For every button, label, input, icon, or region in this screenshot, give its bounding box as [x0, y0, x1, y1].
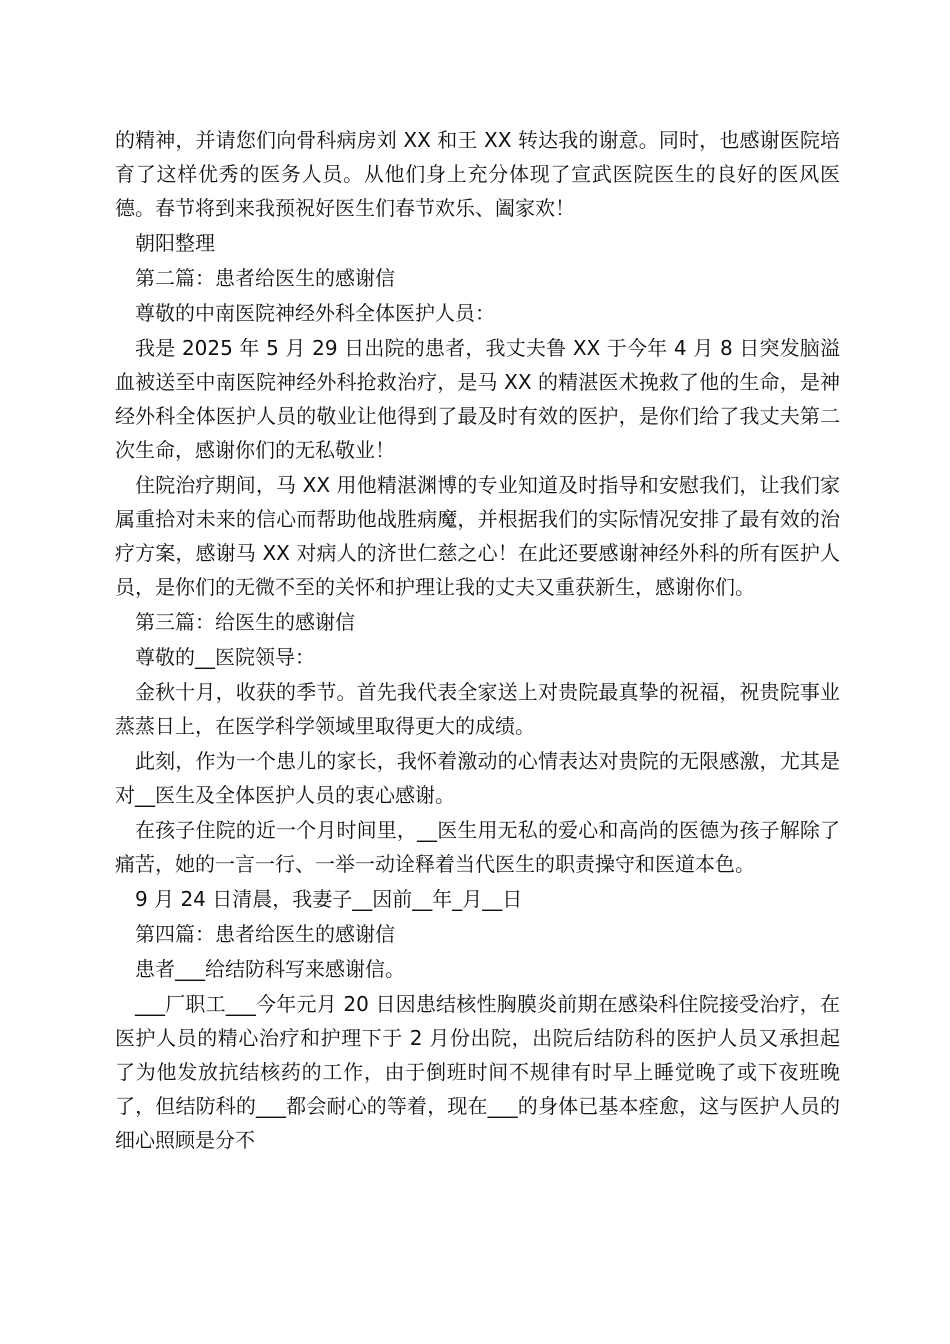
salutation-3: 尊敬的__医院领导： — [135, 645, 315, 669]
paragraph: 我是 2025 年 5 月 29 日出院的患者，我丈夫鲁 XX 于今年 4 月 8 日突发脑溢血被送至中南医院神经外科抢救治疗，是马 XX 的精湛医术挽救了他的生命，是神经外科全体医护人员的敬业让他得到了最及时有效的医护，是你们给了我丈夫第二次生命，感谢你们的无私敬业！ — [115, 336, 840, 462]
paragraph: 此刻，作为一个患儿的家长，我怀着激动的心情表达对贵院的无限感激，尤其是对__医生及全体医护人员的衷心感谢。 — [115, 749, 840, 807]
section-heading-2: 第二篇：患者给医生的感谢信 — [135, 266, 395, 290]
paragraph-continuation: 的精神，并请您们向骨科病房刘 XX 和王 XX 转达我的谢意。同时，也感谢医院培育了这样优秀的医务人员。从他们身上充分体现了宣武医院医生的良好的医风医德。春节将到来我预祝好医生们春节欢乐、阖家欢！ — [115, 128, 840, 220]
paragraph: 9 月 24 日清晨，我妻子__因前__年_月__日 — [135, 887, 523, 911]
paragraph: 患者___给结防科写来感谢信。 — [135, 957, 405, 981]
section-heading-4: 第四篇：患者给医生的感谢信 — [135, 922, 395, 946]
paragraph: 金秋十月，收获的季节。首先我代表全家送上对贵院最真挚的祝福，祝贵院事业蒸蒸日上，在医学科学领域里取得更大的成绩。 — [115, 680, 840, 738]
paragraph: 在孩子住院的近一个月时间里，__医生用无私的爱心和高尚的医德为孩子解除了痛苦，她的一言一行、一举一动诠释着当代医生的职责操守和医道本色。 — [115, 818, 840, 876]
salutation-2: 尊敬的中南医院神经外科全体医护人员： — [135, 301, 495, 325]
document-page — [115, 123, 840, 1158]
section-heading-3: 第三篇：给医生的感谢信 — [135, 610, 355, 634]
paragraph-source-note: 朝阳整理 — [135, 231, 215, 255]
paragraph: ___厂职工___今年元月 20 日因患结核性胸膜炎前期在感染科住院接受治疗，在医护人员的精心治疗和护理下于 2 月份出院，出院后结防科的医护人员又承担起了为他发放抗结核药的工作，由于倒班时间不规律有时早上睡觉晚了或下夜班晚了，但结防科的___都会耐心的等着，现在___的身体已基本痊愈，这与医护人员的细心照顾是分不 — [115, 992, 840, 1152]
paragraph: 住院治疗期间，马 XX 用他精湛渊博的专业知道及时指导和安慰我们，让我们家属重拾对未来的信心而帮助他战胜病魔，并根据我们的实际情况安排了最有效的治疗方案，感谢马 XX 对病人的济世仁慈之心！在此还要感谢神经外科的所有医护人员，是你们的无微不至的关怀和护理让我的丈夫又重获新生，感谢你们。 — [115, 473, 840, 599]
